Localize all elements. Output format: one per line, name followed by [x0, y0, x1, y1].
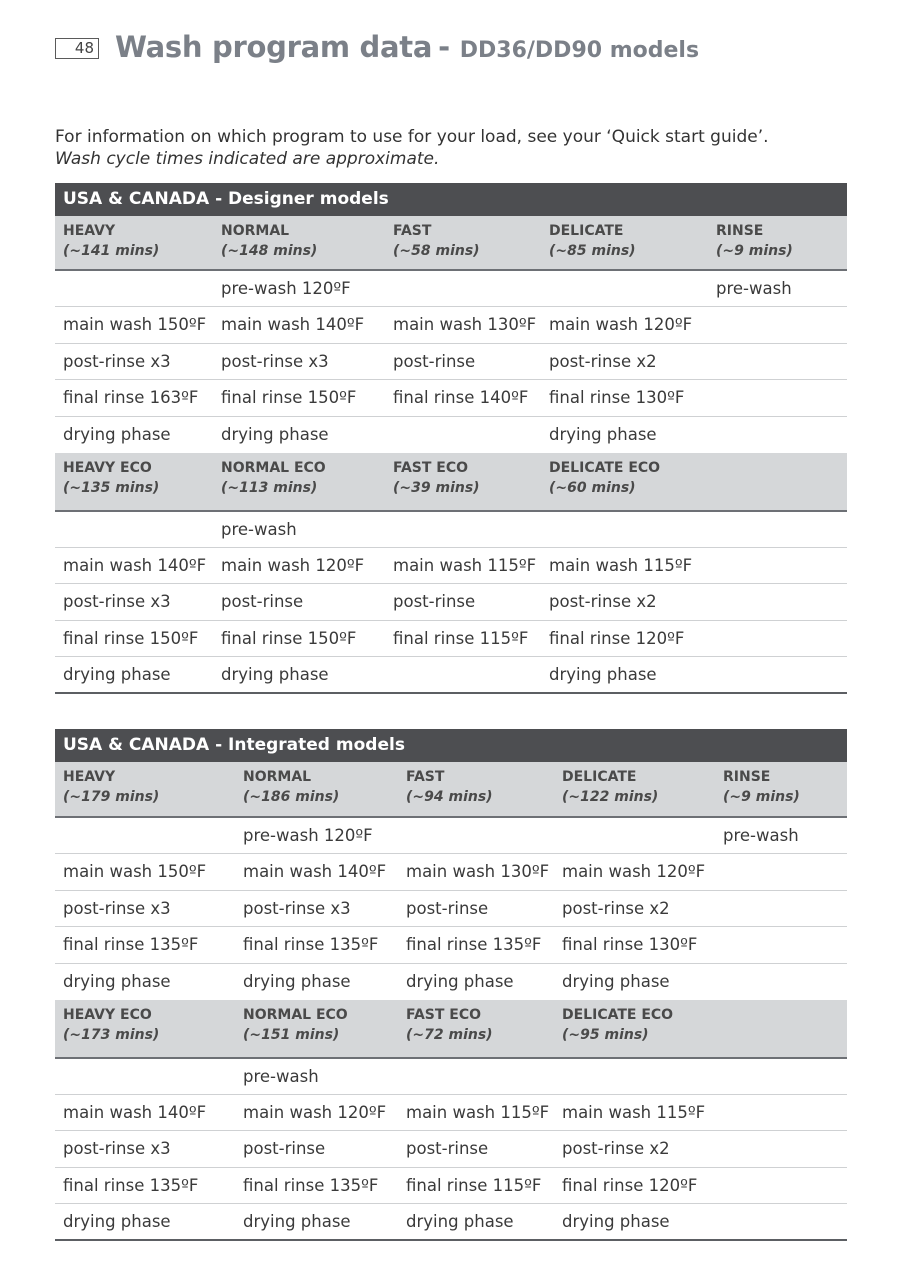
program-header-cell	[398, 762, 554, 817]
table-cell	[715, 854, 847, 891]
table-cell: post-rinse x3	[235, 890, 398, 927]
program-header-cell	[235, 762, 398, 817]
integrated-section	[55, 729, 847, 1241]
table-cell: main wash 115ºF	[541, 547, 708, 584]
program-header-cell	[55, 762, 235, 817]
table-cell	[715, 1167, 847, 1204]
program-header-row	[55, 762, 847, 817]
table-cell	[55, 817, 235, 854]
table-row	[55, 584, 847, 621]
table-cell: final rinse 150ºF	[213, 380, 385, 417]
program-time: (~9 mins)	[723, 789, 800, 805]
table-row	[55, 343, 847, 380]
program-table	[55, 762, 847, 1241]
table-cell: main wash 115ºF	[398, 1094, 554, 1131]
table-cell: main wash 150ºF	[55, 307, 213, 344]
table-cell: drying phase	[562, 972, 670, 991]
table-cell: final rinse 120ºF	[541, 620, 708, 657]
program-header-cell	[55, 1000, 235, 1058]
eco-program-header-row	[55, 1000, 847, 1058]
table-cell	[715, 1131, 847, 1168]
table-cell	[708, 511, 847, 548]
table-cell: post-rinse x2	[541, 584, 708, 621]
table-row	[55, 657, 847, 694]
table-cell: final rinse 150ºF	[55, 620, 213, 657]
table-cell	[715, 963, 847, 1000]
program-time: (~58 mins)	[393, 243, 480, 259]
table-cell	[55, 1058, 235, 1095]
table-cell: post-rinse x2	[541, 343, 708, 380]
eco-program-header-row	[55, 453, 847, 511]
designer-section	[55, 183, 847, 694]
table-cell: pre-wash	[235, 1058, 398, 1095]
program-time: (~9 mins)	[716, 243, 793, 259]
table-cell	[708, 584, 847, 621]
table-cell: final rinse 130ºF	[554, 927, 715, 964]
table-cell: post-rinse	[398, 890, 554, 927]
table-row	[55, 380, 847, 417]
program-header-cell	[385, 453, 541, 511]
table-row	[55, 1094, 847, 1131]
program-header-cell	[541, 216, 708, 270]
program-name: DELICATE ECO	[562, 1006, 674, 1023]
table-cell: drying phase	[235, 1204, 398, 1241]
table-cell	[708, 657, 847, 694]
table-cell: final rinse 140ºF	[385, 380, 541, 417]
program-table	[55, 216, 847, 694]
table-cell: final rinse 135ºF	[398, 927, 554, 964]
program-name: NORMAL ECO	[243, 1006, 348, 1023]
table-cell: final rinse 135ºF	[235, 1167, 398, 1204]
table-cell	[708, 547, 847, 584]
table-cell: drying phase	[213, 657, 385, 694]
table-cell: post-rinse x3	[55, 890, 235, 927]
table-cell	[715, 890, 847, 927]
table-cell	[554, 817, 715, 854]
table-cell: main wash 120ºF	[541, 307, 708, 344]
program-header-cell	[55, 453, 213, 511]
program-header-cell	[554, 762, 715, 817]
program-name: HEAVY	[63, 223, 116, 239]
table-cell: drying phase	[554, 1204, 715, 1241]
table-row	[55, 511, 847, 548]
program-name: NORMAL	[243, 769, 312, 785]
program-table-body	[55, 216, 847, 693]
title-subtitle: DD36/DD90 models	[459, 38, 700, 63]
table-row	[55, 620, 847, 657]
table-row	[55, 1131, 847, 1168]
page-number: 48	[55, 38, 99, 59]
table-cell: pre-wash	[715, 817, 847, 854]
table-cell: drying phase	[541, 657, 708, 694]
table-cell	[708, 620, 847, 657]
table-cell: main wash 150ºF	[55, 854, 235, 891]
table-cell: main wash 140ºF	[235, 854, 398, 891]
table-cell: final rinse 120ºF	[554, 1167, 715, 1204]
table-cell: post-rinse x3	[55, 584, 213, 621]
table-cell: final rinse 135ºF	[235, 927, 398, 964]
program-header-cell	[715, 762, 847, 817]
table-cell: drying phase	[55, 657, 213, 694]
table-cell: pre-wash	[708, 270, 847, 307]
table-cell: post-rinse	[213, 584, 385, 621]
program-time: (~122 mins)	[562, 789, 659, 805]
table-row	[55, 270, 847, 307]
section-header: USA & CANADA - Integrated models	[55, 729, 847, 762]
table-cell: post-rinse	[385, 584, 541, 621]
table-cell	[385, 270, 541, 307]
table-cell	[541, 511, 708, 548]
table-cell	[715, 1094, 847, 1131]
table-row	[55, 817, 847, 854]
program-time: (~151 mins)	[243, 1026, 340, 1043]
program-name: FAST ECO	[393, 459, 469, 476]
table-cell: pre-wash	[213, 511, 385, 548]
table-cell: final rinse 135ºF	[55, 1167, 235, 1204]
program-name: DELICATE	[562, 769, 637, 785]
program-header-cell	[554, 1000, 715, 1058]
program-name: FAST	[406, 769, 445, 785]
program-header-cell	[213, 453, 385, 511]
table-row	[55, 1058, 847, 1095]
program-header-cell	[385, 216, 541, 270]
program-time: (~135 mins)	[63, 479, 160, 496]
program-name: HEAVY ECO	[63, 459, 152, 476]
table-cell: main wash 120ºF	[213, 547, 385, 584]
program-time: (~148 mins)	[221, 243, 318, 259]
program-name: DELICATE ECO	[549, 459, 661, 476]
table-row	[55, 854, 847, 891]
table-cell: drying phase	[63, 425, 171, 444]
program-header-cell	[708, 216, 847, 270]
table-cell: final rinse 163ºF	[55, 380, 213, 417]
table-cell: post-rinse x2	[554, 1131, 715, 1168]
table-cell: drying phase	[549, 425, 657, 444]
table-cell	[398, 1058, 554, 1095]
program-time: (~95 mins)	[562, 1026, 649, 1043]
table-row	[55, 1204, 847, 1241]
table-cell: drying phase	[243, 972, 351, 991]
table-cell: pre-wash 120ºF	[235, 817, 398, 854]
program-table-body	[55, 762, 847, 1240]
table-cell: post-rinse x3	[213, 343, 385, 380]
page-title	[115, 30, 699, 64]
program-name: FAST ECO	[406, 1006, 482, 1023]
table-row	[55, 307, 847, 344]
table-row	[55, 416, 847, 453]
program-time: (~94 mins)	[406, 789, 493, 805]
program-time: (~186 mins)	[243, 789, 340, 805]
program-header-cell	[708, 453, 847, 511]
table-cell: post-rinse	[398, 1131, 554, 1168]
table-cell	[385, 511, 541, 548]
table-cell	[398, 817, 554, 854]
title-separator: -	[438, 30, 451, 64]
program-time: (~179 mins)	[63, 789, 160, 805]
section-header: USA & CANADA - Designer models	[55, 183, 847, 216]
program-name: NORMAL	[221, 223, 290, 239]
program-time: (~72 mins)	[406, 1026, 493, 1043]
table-cell: final rinse 115ºF	[385, 620, 541, 657]
intro-text	[55, 126, 769, 170]
program-time: (~85 mins)	[549, 243, 636, 259]
table-cell: post-rinse x3	[55, 1131, 235, 1168]
program-header-cell	[398, 1000, 554, 1058]
table-cell: main wash 120ºF	[235, 1094, 398, 1131]
table-cell: drying phase	[406, 972, 514, 991]
table-cell: final rinse 130ºF	[541, 380, 708, 417]
table-cell	[715, 1204, 847, 1241]
table-cell: final rinse 150ºF	[213, 620, 385, 657]
table-cell: drying phase	[221, 425, 329, 444]
table-cell: main wash 130ºF	[398, 854, 554, 891]
table-cell	[708, 343, 847, 380]
table-cell	[541, 270, 708, 307]
table-cell: drying phase	[398, 1204, 554, 1241]
program-header-row	[55, 216, 847, 270]
table-cell	[55, 270, 213, 307]
program-time: (~173 mins)	[63, 1026, 160, 1043]
table-cell	[715, 1058, 847, 1095]
program-header-cell	[541, 453, 708, 511]
table-cell: main wash 140ºF	[55, 1094, 235, 1131]
table-row	[55, 963, 847, 1000]
table-cell: main wash 140ºF	[55, 547, 213, 584]
program-name: DELICATE	[549, 223, 624, 239]
table-cell: final rinse 135ºF	[55, 927, 235, 964]
intro-sentence: For information on which program to use for your load, see your ‘Quick start guide’.	[55, 127, 769, 147]
program-time: (~39 mins)	[393, 479, 480, 496]
program-name: HEAVY ECO	[63, 1006, 152, 1023]
table-cell: drying phase	[55, 1204, 235, 1241]
program-time: (~60 mins)	[549, 479, 636, 496]
program-name: NORMAL ECO	[221, 459, 326, 476]
table-cell: main wash 120ºF	[554, 854, 715, 891]
program-name: HEAVY	[63, 769, 116, 785]
program-header-cell	[55, 216, 213, 270]
table-cell	[554, 1058, 715, 1095]
table-row	[55, 547, 847, 584]
program-time: (~113 mins)	[221, 479, 318, 496]
intro-note: Wash cycle times indicated are approximate.	[55, 149, 440, 169]
table-cell: post-rinse	[235, 1131, 398, 1168]
table-cell	[55, 511, 213, 548]
program-name: FAST	[393, 223, 432, 239]
table-row	[55, 927, 847, 964]
table-cell: final rinse 115ºF	[398, 1167, 554, 1204]
table-cell	[385, 657, 541, 694]
table-cell: main wash 130ºF	[385, 307, 541, 344]
table-row	[55, 1167, 847, 1204]
table-cell: main wash 115ºF	[554, 1094, 715, 1131]
table-cell: main wash 115ºF	[385, 547, 541, 584]
program-header-cell	[715, 1000, 847, 1058]
title-main: Wash program data	[115, 30, 433, 64]
table-cell	[708, 416, 847, 453]
table-cell: post-rinse x2	[554, 890, 715, 927]
table-cell: main wash 140ºF	[213, 307, 385, 344]
program-time: (~141 mins)	[63, 243, 160, 259]
program-name: RINSE	[716, 223, 764, 239]
table-cell	[708, 307, 847, 344]
table-row	[55, 890, 847, 927]
table-cell	[715, 927, 847, 964]
table-cell	[708, 380, 847, 417]
program-header-cell	[235, 1000, 398, 1058]
table-cell: post-rinse x3	[55, 343, 213, 380]
table-cell	[385, 416, 541, 453]
program-header-cell	[213, 216, 385, 270]
program-name: RINSE	[723, 769, 771, 785]
table-cell: pre-wash 120ºF	[213, 270, 385, 307]
table-cell: post-rinse	[385, 343, 541, 380]
table-cell: drying phase	[63, 972, 171, 991]
